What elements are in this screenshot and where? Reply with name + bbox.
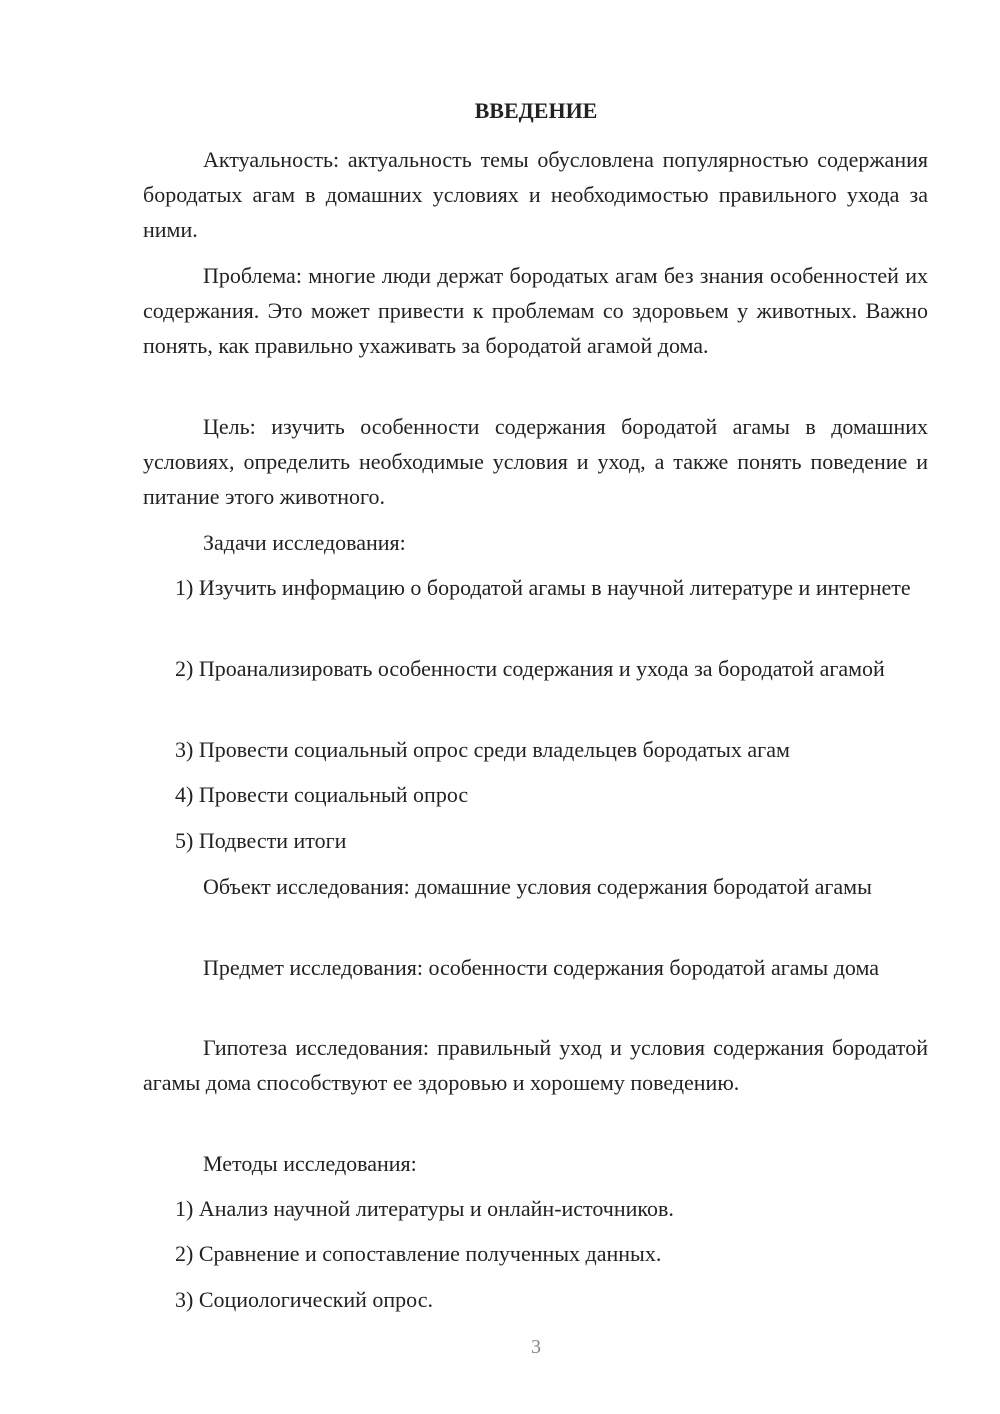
task-item-5: 5) Подвести итоги (175, 828, 347, 853)
task-item-2: 2) Проанализировать особенности содержания и ухода за бородатой агамой (175, 656, 885, 681)
hypothesis-paragraph: Гипотеза исследования: правильный уход и условия содержания бородатой агамы дома способствуют ее здоровью и хорошему поведению. (143, 1035, 928, 1095)
task-item-1: 1) Изучить информацию о бородатой агамы в научной литературе и интернете (175, 575, 911, 600)
method-item-3: 3) Социологический опрос. (175, 1287, 433, 1312)
subject-paragraph: Предмет исследования: особенности содержания бородатой агамы дома (203, 955, 880, 980)
page-number: 3 (531, 1336, 541, 1358)
method-item-1: 1) Анализ научной литературы и онлайн-источников. (175, 1196, 674, 1221)
page-title: ВВЕДЕНИЕ (474, 98, 598, 123)
problem-paragraph: Проблема: многие люди держат бородатых агам без знания особенностей их содержания. Это может привести к проблемам со здоровьем у животных. Важно понять, как правильно ухаживать за бородатой агамой дома. (143, 263, 928, 358)
goal-paragraph: Цель: изучить особенности содержания бородатой агамы в домашних условиях, определить необходимые условия и уход, а также понять поведение и питание этого животного. (143, 414, 928, 509)
tasks-heading: Задачи исследования: (203, 530, 406, 555)
relevance-paragraph: Актуальность: актуальность темы обусловлена популярностью содержания бородатых агам в домашних условиях и необходимостью правильного ухода за ними. (143, 147, 928, 242)
task-item-4: 4) Провести социальный опрос (175, 782, 469, 807)
methods-heading: Методы исследования: (203, 1151, 417, 1176)
task-item-3: 3) Провести социальный опрос среди владельцев бородатых агам (175, 737, 790, 762)
object-paragraph: Объект исследования: домашние условия содержания бородатой агамы (203, 874, 872, 899)
method-item-2: 2) Сравнение и сопоставление полученных данных. (175, 1241, 662, 1266)
